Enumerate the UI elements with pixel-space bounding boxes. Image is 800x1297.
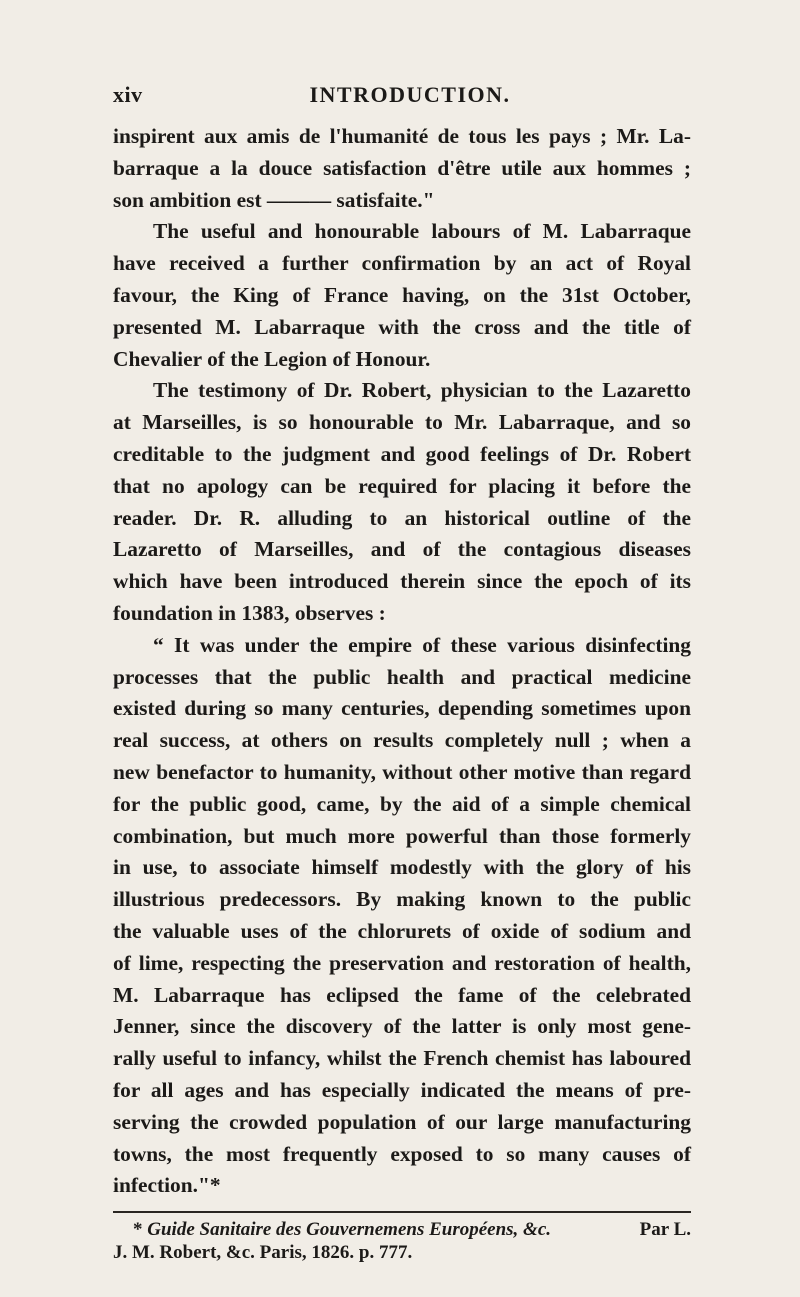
text-line: at Marseilles, is so honourable to Mr. Labarraque, and so	[113, 410, 691, 435]
text-line: creditable to the judgment and good feelings of Dr. Robert	[113, 441, 691, 466]
page-number: xiv	[113, 82, 143, 107]
text-line: processes that the public health and practical medicine	[113, 664, 691, 689]
footnote-title: Guide Sanitaire des Gouvernemens Européens, &c.	[147, 1219, 552, 1240]
text-line: The testimony of Dr. Robert, physician to the Lazaretto	[153, 378, 691, 403]
text-line: Lazaretto of Marseilles, and of the contagious diseases	[113, 537, 691, 562]
text-line: inspirent aux amis de l'humanité de tous les pays ; Mr. La-	[113, 124, 691, 148]
text-line: of lime, respecting the preservation and restoration of health,	[113, 950, 691, 975]
text-line: for the public good, came, by the aid of a simple chemical	[113, 791, 691, 816]
text-line: new benefactor to humanity, without other motive than regard	[113, 759, 691, 784]
text-line: towns, the most frequently exposed to so many causes of	[113, 1141, 691, 1166]
text-line: which have been introduced therein since the epoch of its	[113, 569, 691, 594]
text-line: combination, but much more powerful than those formerly	[113, 823, 691, 848]
footnote-line-2: J. M. Robert, &c. Paris, 1826. p. 777.	[113, 1242, 413, 1263]
text-line: real success, at others on results completely null ; when a	[113, 728, 691, 753]
text-line: barraque a la douce satisfaction d'être utile aux hommes ;	[113, 155, 691, 180]
text-line: in use, to associate himself modestly with the glory of his	[113, 855, 691, 880]
text-line: “ It was under the empire of these various disinfecting	[153, 632, 691, 657]
footnote-author-prefix: Par L.	[639, 1219, 691, 1240]
text-line: reader. Dr. R. alluding to an historical outline of the	[113, 505, 691, 530]
text-line: serving the crowded population of our large manufacturing	[113, 1109, 691, 1134]
text-line: foundation in 1383, observes :	[113, 600, 386, 625]
text-line: have received a further confirmation by an act of Royal	[113, 251, 691, 276]
text-line: The useful and honourable labours of M. Labarraque	[153, 219, 691, 244]
text-line: M. Labarraque has eclipsed the fame of the celebrated	[113, 982, 691, 1007]
running-head: INTRODUCTION.	[309, 82, 511, 107]
text-line: son ambition est ——— satisfaite."	[113, 187, 435, 212]
footnote-rule	[113, 1211, 691, 1213]
text-line: Chevalier of the Legion of Honour.	[113, 346, 431, 371]
text-line: rally useful to infancy, whilst the French chemist has laboured	[113, 1046, 691, 1071]
text-line: favour, the King of France having, on the 31st October,	[113, 282, 691, 307]
text-line: the valuable uses of the chlorurets of oxide of sodium and	[113, 918, 691, 943]
footnote-citation	[133, 1218, 551, 1241]
text-line: existed during so many centuries, depending sometimes upon	[113, 696, 691, 721]
footnote	[113, 1218, 691, 1264]
footnote-marker: *	[133, 1219, 143, 1240]
text-line: Jenner, since the discovery of the latter is only most gene-	[113, 1014, 691, 1039]
body-text	[113, 121, 691, 1202]
text-line: illustrious predecessors. By making known to the public	[113, 887, 691, 912]
text-line: infection."*	[113, 1173, 221, 1198]
text-line: that no apology can be required for placing it before the	[113, 473, 691, 498]
footnote-line-1	[113, 1218, 691, 1241]
text-line: presented M. Labarraque with the cross and the title of	[113, 314, 691, 339]
text-line: for all ages and has especially indicated the means of pre-	[113, 1077, 691, 1102]
